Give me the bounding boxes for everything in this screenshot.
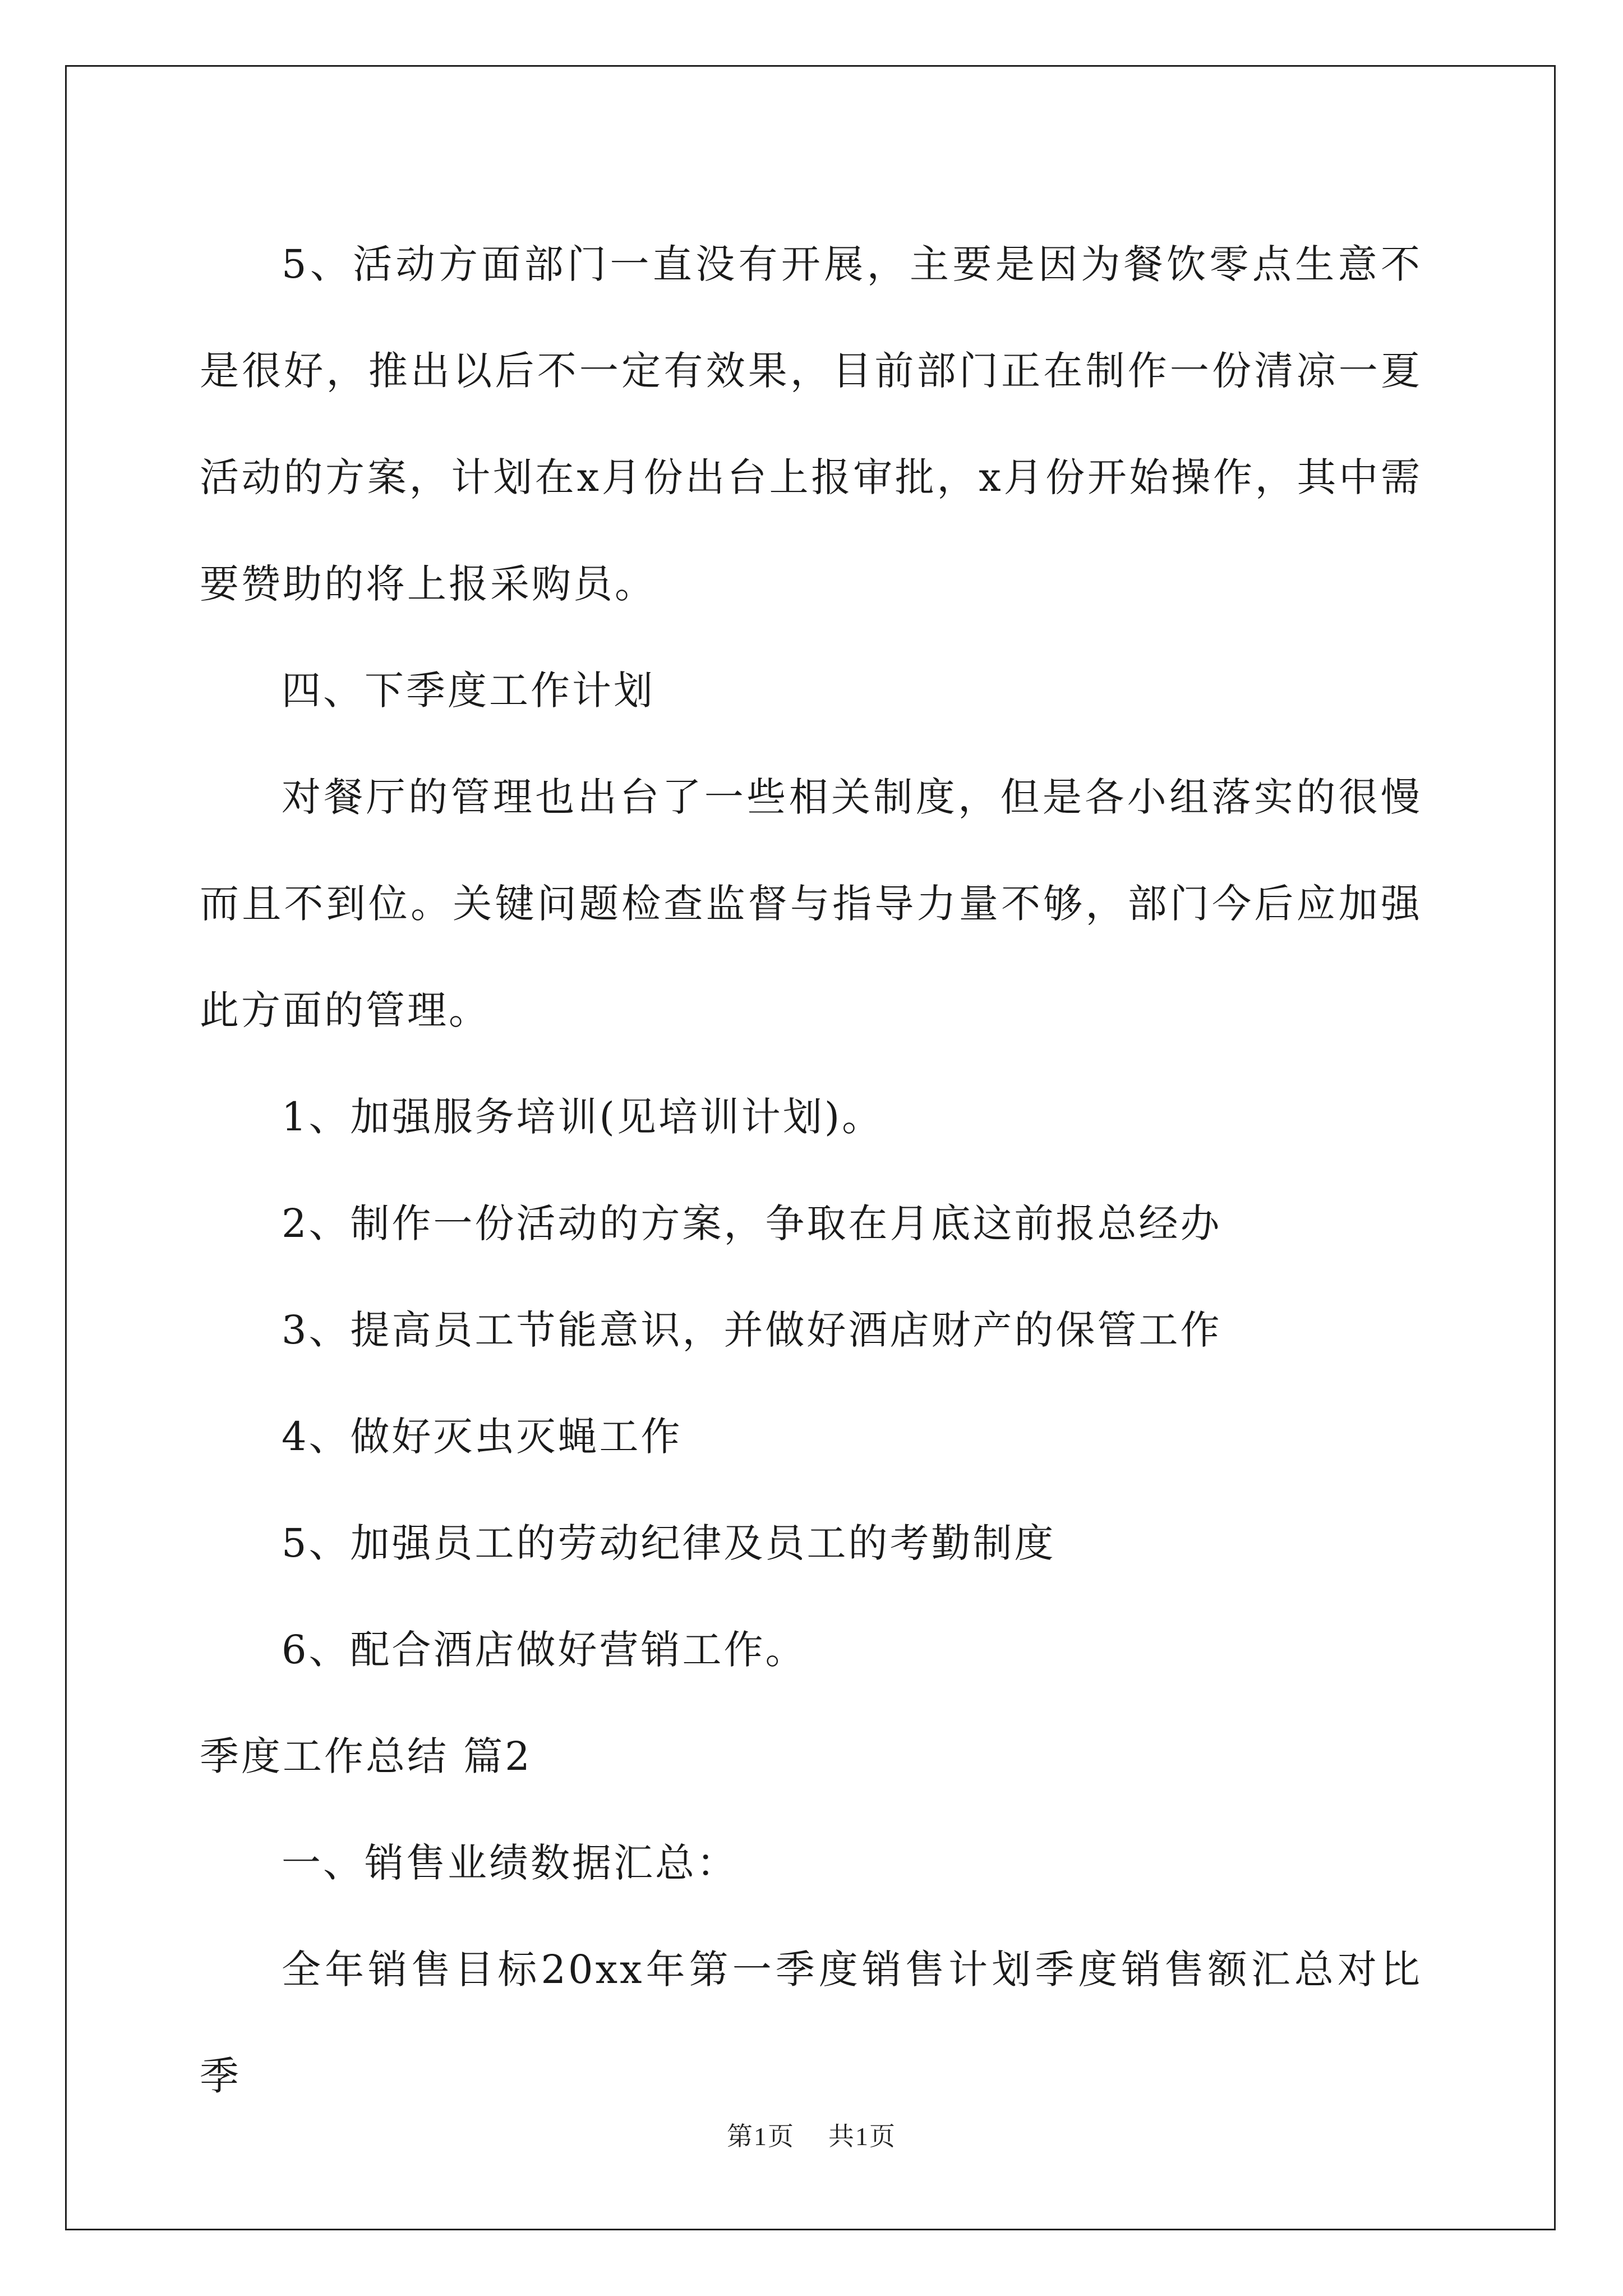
plan-item-6: 6、配合酒店做好营销工作。 xyxy=(282,1627,807,1673)
plan-item-1: 1、加强服务培训(见培训计划)。 xyxy=(282,1094,884,1140)
section-heading-next-quarter-plan: 四、下季度工作计划 xyxy=(282,668,655,714)
paragraph-management: 对餐厅的管理也出台了一些相关制度，但是各小组落实的很慢而且不到位。关键问题检查监督与指导力量不够，部门今后应加强此方面的管理。 xyxy=(200,774,1422,1033)
plan-item-2: 2、制作一份活动的方案，争取在月底这前报总经办 xyxy=(282,1200,1222,1246)
page-number-current: 第1页 xyxy=(727,2122,795,2151)
plan-item-4: 4、做好灭虫灭蝇工作 xyxy=(282,1414,683,1460)
page-number-total: 共1页 xyxy=(828,2122,896,2151)
paragraph-activity: 5、活动方面部门一直没有开展，主要是因为餐饮零点生意不是很好，推出以后不一定有效果，目前部门正在制作一份清凉一夏活动的方案，计划在x月份出台上报审批，x月份开始操作，其中需要赞助的将上报采购员。 xyxy=(200,241,1422,607)
plan-item-5: 5、加强员工的劳动纪律及员工的考勤制度 xyxy=(282,1520,1056,1566)
document-body xyxy=(200,211,1422,2129)
paragraph-sales-target: 全年销售目标20xx年第一季度销售计划季度销售额汇总对比季 xyxy=(200,1947,1422,2099)
page-footer xyxy=(0,2116,1623,2153)
plan-item-3: 3、提高员工节能意识，并做好酒店财产的保管工作 xyxy=(282,1307,1222,1353)
article-title-part-2: 季度工作总结 篇2 xyxy=(200,1733,532,1779)
section-heading-sales-summary: 一、销售业绩数据汇总： xyxy=(282,1840,738,1886)
